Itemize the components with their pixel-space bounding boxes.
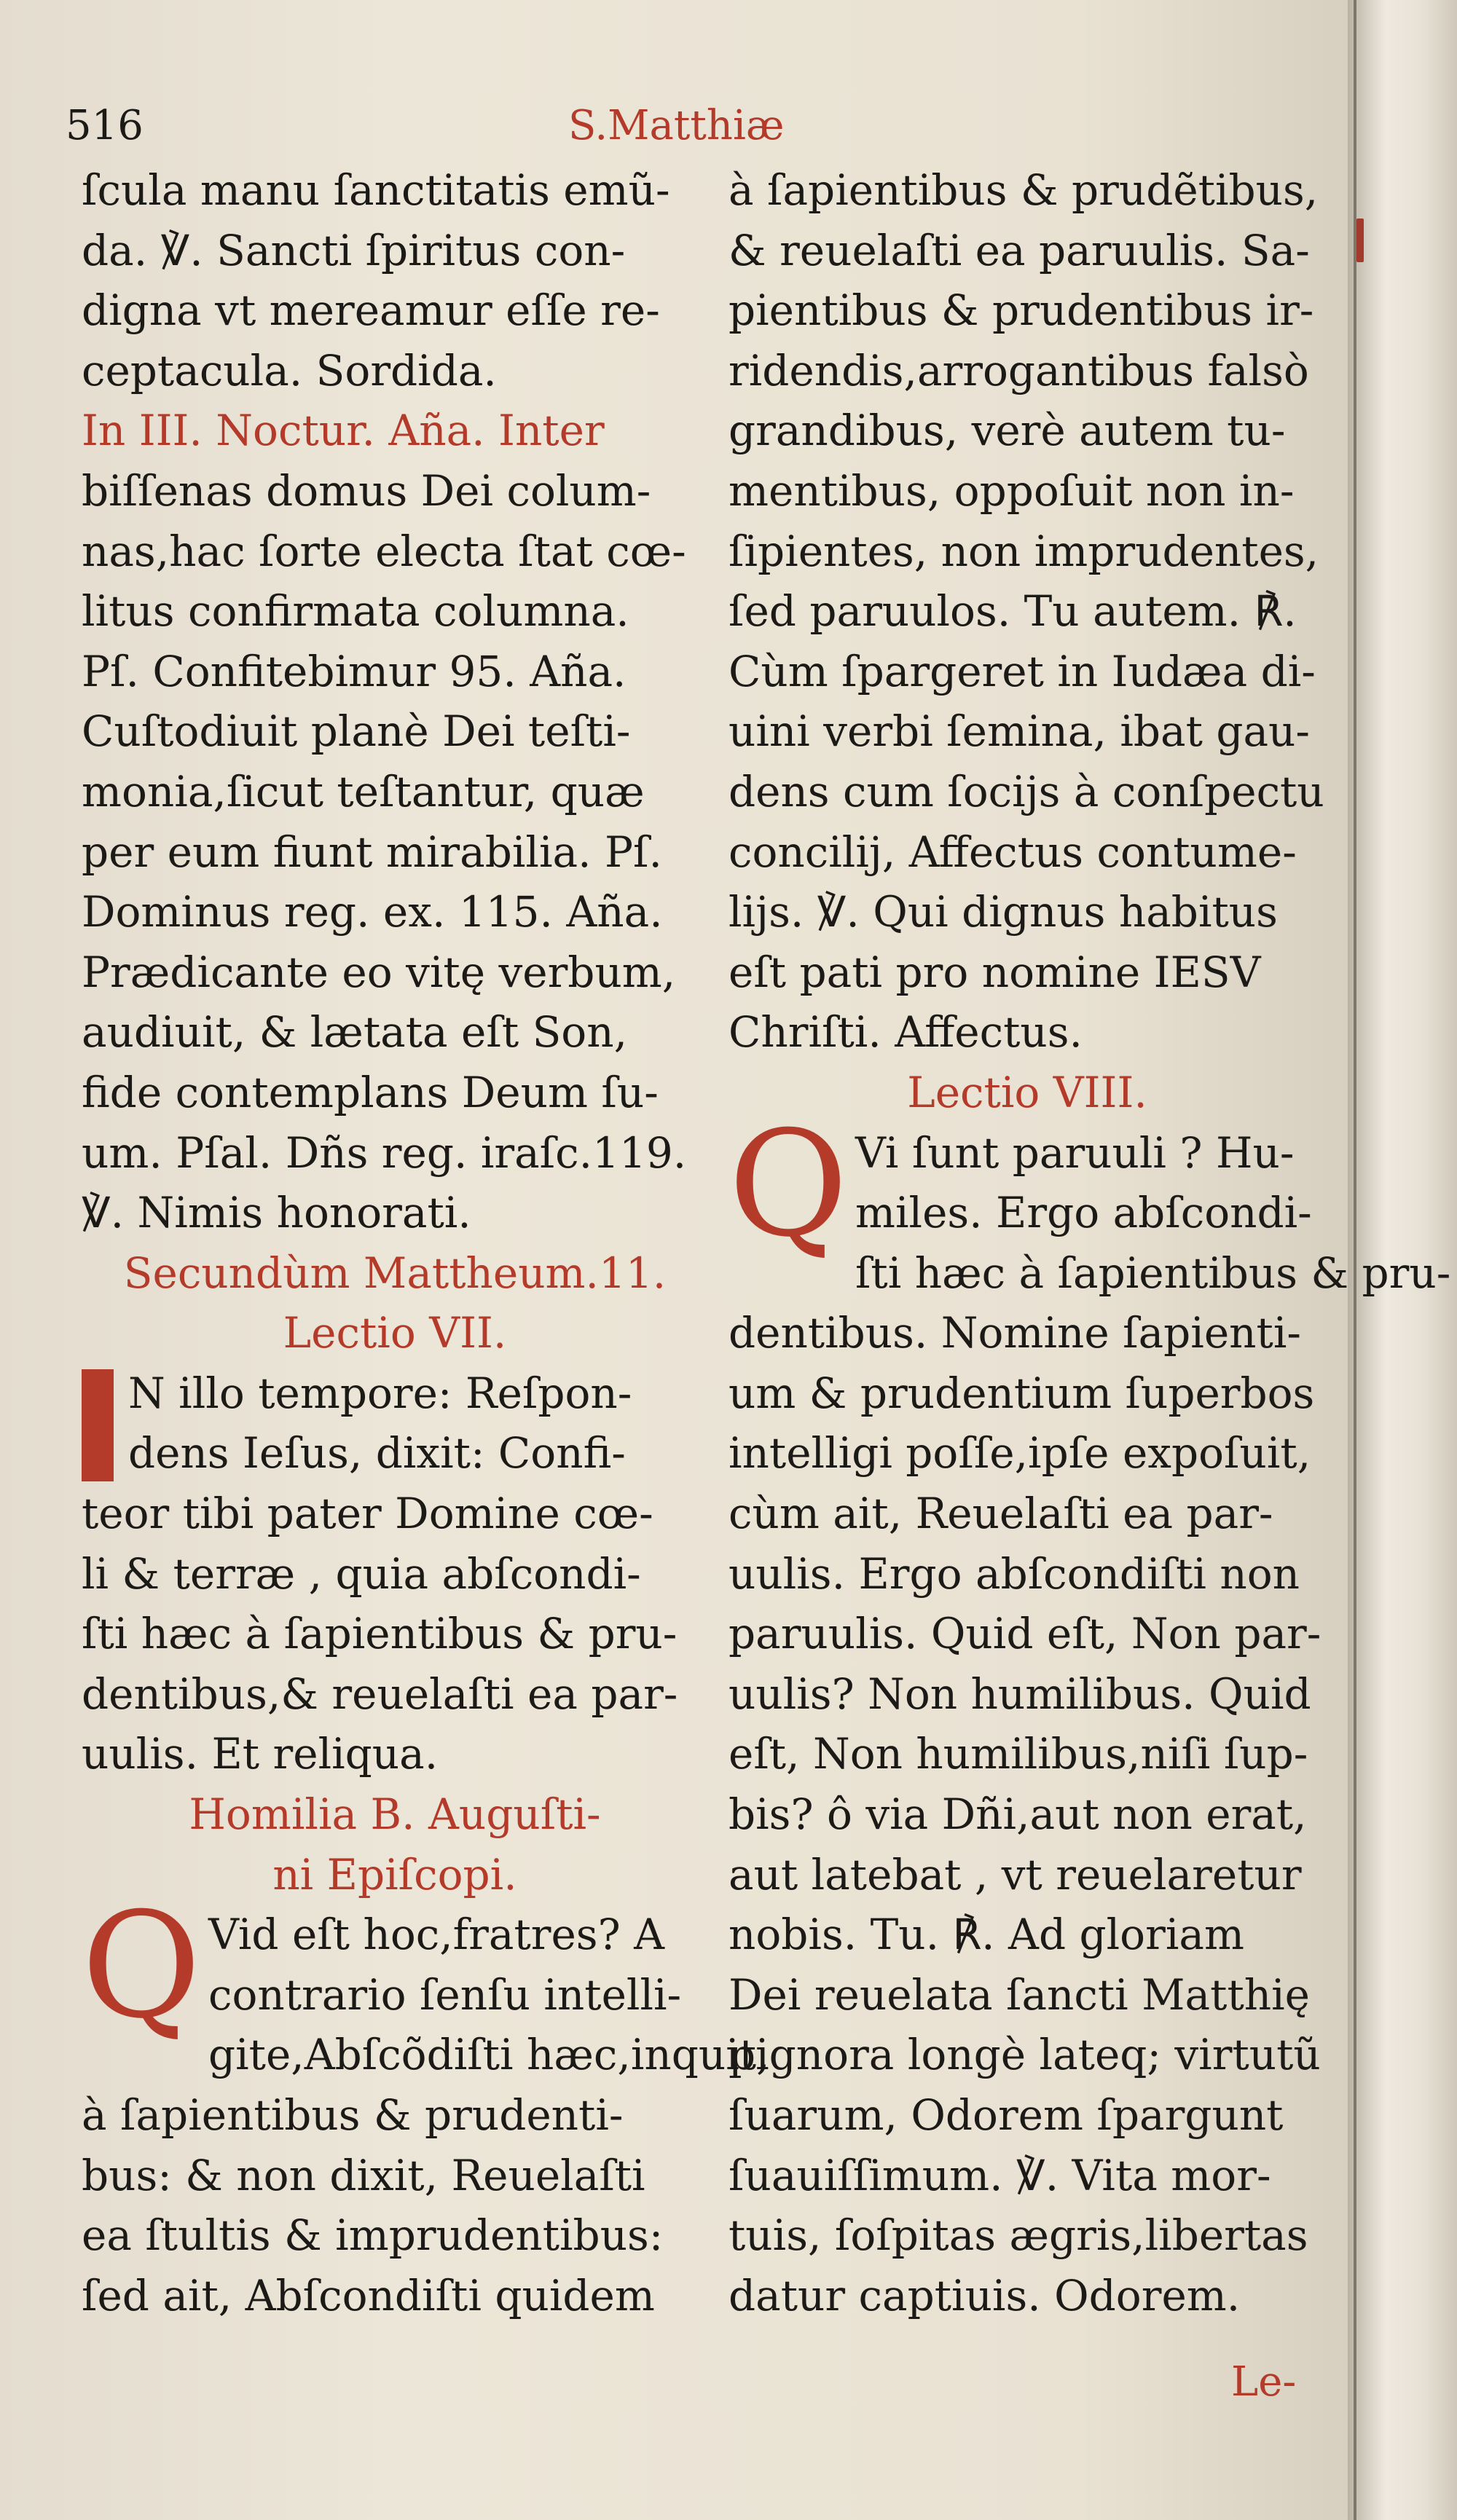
text-line: fide contemplans Deum ſu- <box>82 1067 659 1117</box>
text-line: Vi ſunt paruuli ? Hu- <box>855 1127 1295 1178</box>
text-line: Cùm ſpargeret in Iudæa di- <box>728 646 1316 696</box>
rubric-line: In III. Noctur. Aña. Inter <box>82 406 605 456</box>
text-line: ſuarum, Odorem ſpargunt <box>728 2090 1284 2140</box>
text-line: uulis. Et reliqua. <box>82 1729 439 1779</box>
lectio-heading: Lectio VIII. <box>907 1067 1147 1117</box>
homily-heading: Homilia B. Auguſti- <box>189 1789 601 1840</box>
lectio-7-block <box>82 1363 708 1484</box>
text-line: Dominus reg. ex. 115. Aña. <box>82 887 663 937</box>
drop-cap-q: Q <box>82 1881 201 2052</box>
text-line: uulis? Non humilibus. Quid <box>728 1669 1311 1719</box>
text-line: dens cum ſocijs à conſpectu <box>728 766 1324 816</box>
drop-cap-q: Q <box>728 1099 848 1269</box>
drop-cap-i <box>82 1369 114 1481</box>
text-line: ceptacula. Sordida. <box>82 345 497 395</box>
text-line: Vid eſt hoc,fratres? A <box>208 1910 664 1960</box>
text-line: mentibus, oppoſuit non in- <box>728 465 1295 516</box>
text-line: um & prudentium ſuperbos <box>728 1368 1315 1418</box>
text-line: li & terræ , quia abſcondi- <box>82 1548 641 1599</box>
text-line: eſt, Non humilibus,niſi ſup- <box>728 1729 1308 1779</box>
margin-ribbon-mark <box>1356 218 1364 262</box>
text-line: ſuauiſſimum. ℣. Vita mor- <box>728 2150 1271 2200</box>
text-line: Cuſtodiuit planè Dei teſti- <box>82 706 631 757</box>
text-line: Dei reuelata ſancti Matthię <box>728 1969 1310 2020</box>
homily-block <box>82 1881 708 2052</box>
text-line: & reuelaſti ea paruulis. Sa- <box>728 225 1310 275</box>
text-line: bus: & non dixit, Reuelaſti <box>82 2150 645 2200</box>
text-line: audiuit, & lætata eſt Son, <box>82 1007 628 1058</box>
text-line: um. Pſal. Dñs reg. iraſc.119. <box>82 1127 687 1178</box>
text-line: biſſenas domus Dei colum- <box>82 465 651 516</box>
left-column <box>82 160 770 2326</box>
lectio-8-block <box>728 1099 1326 1269</box>
text-line: dens Ieſus, dixit: Confi- <box>128 1428 626 1478</box>
text-line: nobis. Tu. ℟. Ad gloriam <box>728 1910 1244 1960</box>
text-line: monia,ſicut teſtantur, quæ <box>82 766 645 816</box>
text-line: datur captiuis. Odorem. <box>728 2270 1241 2320</box>
right-column <box>728 160 1451 2326</box>
text-line: cùm ait, Reuelaſti ea par- <box>728 1489 1273 1539</box>
text-line: dentibus,& reuelaſti ea par- <box>82 1669 678 1719</box>
text-line: da. ℣. Sancti ſpiritus con- <box>82 225 626 275</box>
text-line: Chriſti. Affectus. <box>728 1007 1083 1058</box>
text-line: ℣. Nimis honorati. <box>82 1188 471 1238</box>
text-line: aut latebat , vt reuelaretur <box>728 1849 1302 1899</box>
text-line: pignora longè lateq; virtutũ <box>728 2030 1321 2080</box>
text-line: tuis, ſoſpitas ægris,libertas <box>728 2210 1308 2261</box>
text-line: litus confirmata columna. <box>82 586 629 637</box>
text-line: per eum fiunt mirabilia. Pſ. <box>82 827 662 877</box>
text-line: ſed paruulos. Tu autem. ℟. <box>728 586 1297 637</box>
text-line: ſcula manu ſanctitatis emũ- <box>82 165 670 215</box>
text-line: à ſapientibus & prudenti- <box>82 2090 624 2140</box>
catchword: Le- <box>1231 2358 1297 2406</box>
text-line: ea ſtultis & imprudentibus: <box>82 2210 664 2261</box>
running-title: S.Matthiæ <box>568 102 785 149</box>
homily-heading: ni Epiſcopi. <box>272 1849 517 1899</box>
text-line: pientibus & prudentibus ir- <box>728 286 1314 336</box>
text-line: gite,Abſcõdiſti hæc,inquit, <box>208 2030 770 2080</box>
lectio-heading: Lectio VII. <box>283 1308 507 1358</box>
text-line: ridendis,arrogantibus falsò <box>728 345 1309 395</box>
text-line: dentibus. Nomine ſapienti- <box>728 1308 1301 1358</box>
text-line: nas,hac ſorte electa ſtat cœ- <box>82 526 686 576</box>
text-line: teor tibi pater Domine cœ- <box>82 1489 653 1539</box>
text-line: lijs. ℣. Qui dignus habitus <box>728 887 1278 937</box>
text-line: ſti hæc à ſapientibus & pru- <box>855 1248 1451 1298</box>
text-line: digna vt mereamur eſſe re- <box>82 286 660 336</box>
text-line: N illo tempore: Reſpon- <box>128 1368 632 1418</box>
text-line: ſipientes, non imprudentes, <box>728 526 1319 576</box>
text-line: ſti hæc à ſapientibus & pru- <box>82 1609 678 1659</box>
text-line: grandibus, verè autem tu- <box>728 406 1286 456</box>
text-line: ſed ait, Abſcondiſti quidem <box>82 2270 655 2320</box>
text-line: Pſ. Confitebimur 95. Aña. <box>82 646 627 696</box>
text-line: Prædicante eo vitę verbum, <box>82 947 676 997</box>
text-line: intelligi poſſe,ipſe expoſuit, <box>728 1428 1311 1478</box>
text-line: uulis. Ergo abſcondiſti non <box>728 1548 1300 1599</box>
text-line: concilij, Affectus contume- <box>728 827 1297 877</box>
text-line: eſt pati pro nomine IESV <box>728 947 1261 997</box>
text-line: contrario ſenſu intelli- <box>208 1969 682 2020</box>
text-line: miles. Ergo abſcondi- <box>855 1188 1312 1238</box>
page-header <box>66 102 1333 160</box>
gospel-heading: Secundùm Mattheum.11. <box>123 1248 667 1298</box>
text-line: bis? ô via Dñi,aut non erat, <box>728 1789 1307 1840</box>
page-number: 516 <box>66 102 144 149</box>
text-line: à ſapientibus & prudẽtibus, <box>728 165 1319 215</box>
text-line: uini verbi ſemina, ibat gau- <box>728 706 1310 757</box>
text-line: paruulis. Quid eſt, Non par- <box>728 1609 1321 1659</box>
